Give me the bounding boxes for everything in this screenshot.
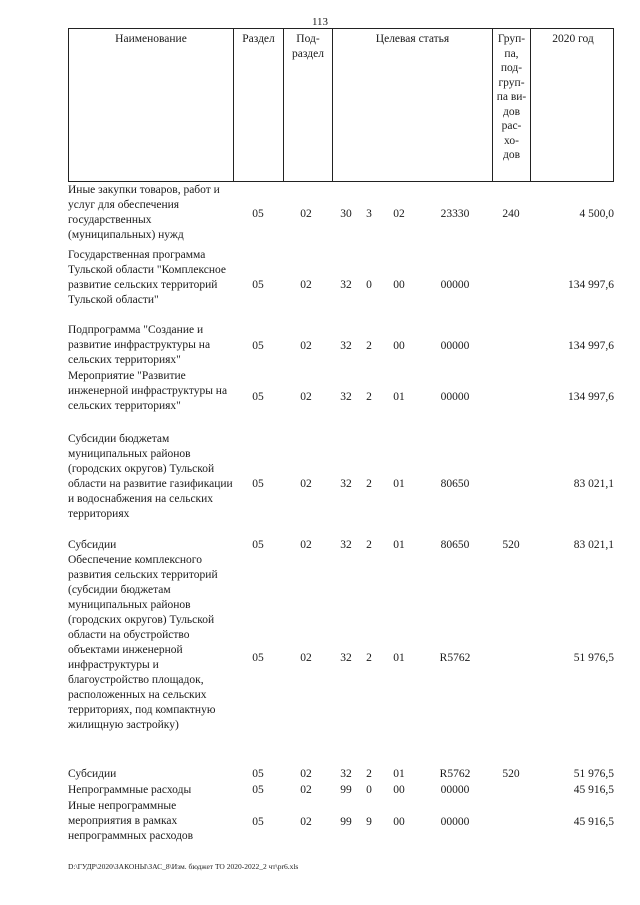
row-subprogram: 0 xyxy=(366,279,372,291)
header-name: Наименование xyxy=(69,29,234,181)
row-program: 99 xyxy=(340,784,352,796)
row-subprogram: 2 xyxy=(366,539,372,551)
row-amount: 83 021,1 xyxy=(573,539,614,551)
row-direction: 23330 xyxy=(440,208,470,220)
row-direction: 00000 xyxy=(440,784,470,796)
row-event: 00 xyxy=(393,816,405,828)
row-podrazdel: 02 xyxy=(300,816,312,828)
row-event: 01 xyxy=(393,478,405,490)
table-row xyxy=(68,432,614,524)
row-program: 32 xyxy=(340,539,352,551)
row-name: Обеспечение комплексного развития сельских территорий (субсидии бюджетам муниципальных районов (городских округов) Тульской области на обустройство объектами инженерной инфраструктуры и благоустройство площадок, расположенных на сельских территориях, под компактную жилищную застройку) xyxy=(68,554,218,731)
row-program: 30 xyxy=(340,208,352,220)
row-razdel: 05 xyxy=(252,279,264,291)
row-event: 01 xyxy=(393,768,405,780)
row-name: Непрограммные расходы xyxy=(68,784,192,796)
row-amount: 134 997,6 xyxy=(568,391,614,403)
row-amount: 45 916,5 xyxy=(573,816,614,828)
row-subprogram: 0 xyxy=(366,784,372,796)
row-razdel: 05 xyxy=(252,478,264,490)
row-program: 32 xyxy=(340,478,352,490)
row-direction: 00000 xyxy=(440,391,470,403)
row-razdel: 05 xyxy=(252,816,264,828)
header-razdel: Раздел xyxy=(234,29,284,181)
row-podrazdel: 02 xyxy=(300,279,312,291)
row-group: 520 xyxy=(502,768,520,780)
header-podrazdel: Под- раздел xyxy=(284,29,333,181)
row-event: 00 xyxy=(393,279,405,291)
row-group: 240 xyxy=(502,208,520,220)
table-row xyxy=(68,553,614,737)
table-row xyxy=(68,369,614,419)
row-razdel: 05 xyxy=(252,652,264,664)
row-program: 32 xyxy=(340,768,352,780)
row-razdel: 05 xyxy=(252,768,264,780)
row-name: Иные непрограммные мероприятия в рамках непрограммных расходов xyxy=(68,800,194,842)
page-number: 113 xyxy=(311,16,329,28)
row-subprogram: 2 xyxy=(366,478,372,490)
row-name: Субсидии xyxy=(68,539,117,551)
row-razdel: 05 xyxy=(252,340,264,352)
row-direction: 00000 xyxy=(440,816,470,828)
row-podrazdel: 02 xyxy=(300,208,312,220)
row-event: 01 xyxy=(393,539,405,551)
row-razdel: 05 xyxy=(252,391,264,403)
table-row xyxy=(68,248,614,324)
row-name: Подпрограмма "Создание и развитие инфраструктуры на сельских территориях" xyxy=(68,324,211,366)
table-row xyxy=(68,799,614,847)
row-subprogram: 2 xyxy=(366,391,372,403)
row-amount: 83 021,1 xyxy=(573,478,614,490)
row-amount: 51 976,5 xyxy=(573,768,614,780)
row-razdel: 05 xyxy=(252,208,264,220)
row-podrazdel: 02 xyxy=(300,340,312,352)
row-direction: 80650 xyxy=(440,539,470,551)
row-razdel: 05 xyxy=(252,784,264,796)
row-name: Иные закупки товаров, работ и услуг для обеспечения государственных (муниципальных) нужд xyxy=(68,184,220,241)
row-podrazdel: 02 xyxy=(300,539,312,551)
row-name: Мероприятие "Развитие инженерной инфраструктуры на сельских территориях" xyxy=(68,370,228,412)
row-subprogram: 2 xyxy=(366,340,372,352)
row-program: 32 xyxy=(340,279,352,291)
row-name: Субсидии xyxy=(68,768,117,780)
row-direction: 00000 xyxy=(440,340,470,352)
row-podrazdel: 02 xyxy=(300,768,312,780)
row-program: 32 xyxy=(340,652,352,664)
table-row xyxy=(68,783,614,799)
row-podrazdel: 02 xyxy=(300,784,312,796)
row-podrazdel: 02 xyxy=(300,391,312,403)
row-razdel: 05 xyxy=(252,539,264,551)
row-direction: 00000 xyxy=(440,279,470,291)
row-subprogram: 3 xyxy=(366,208,372,220)
header-group: Груп- па, под- груп- па ви- дов рас- хо- дов xyxy=(493,29,531,181)
table-header xyxy=(68,28,614,182)
row-program: 99 xyxy=(340,816,352,828)
row-name: Государственная программа Тульской области "Комплексное развитие сельских территорий Тульской области" xyxy=(68,249,227,306)
table-row xyxy=(68,183,614,245)
row-event: 00 xyxy=(393,784,405,796)
row-direction: 80650 xyxy=(440,478,470,490)
header-target: Целевая статья xyxy=(333,29,493,181)
row-amount: 51 976,5 xyxy=(573,652,614,664)
table-row xyxy=(68,767,614,783)
table-row xyxy=(68,323,614,369)
row-name: Субсидии бюджетам муниципальных районов (городских округов) Тульской области на развитие газификации и водоснабжения на сельских территориях xyxy=(68,433,233,520)
row-subprogram: 2 xyxy=(366,768,372,780)
row-event: 00 xyxy=(393,340,405,352)
row-event: 01 xyxy=(393,652,405,664)
row-program: 32 xyxy=(340,391,352,403)
row-direction: R5762 xyxy=(439,768,471,780)
row-podrazdel: 02 xyxy=(300,478,312,490)
row-amount: 4 500,0 xyxy=(579,208,614,220)
row-event: 01 xyxy=(393,391,405,403)
row-subprogram: 9 xyxy=(366,816,372,828)
row-subprogram: 2 xyxy=(366,652,372,664)
row-direction: R5762 xyxy=(439,652,471,664)
row-podrazdel: 02 xyxy=(300,652,312,664)
header-year: 2020 год xyxy=(552,33,594,45)
row-event: 02 xyxy=(393,208,405,220)
file-path-footer: D:\ГУДР\2020\ЗАКОНЫ\ЗАС_8\Изм. бюджет ТО 2020-2022_2 чт\pr6.xls xyxy=(68,862,299,871)
row-group: 520 xyxy=(502,539,520,551)
row-program: 32 xyxy=(340,340,352,352)
table-row xyxy=(68,538,614,554)
row-amount: 134 997,6 xyxy=(568,279,614,291)
row-amount: 134 997,6 xyxy=(568,340,614,352)
row-amount: 45 916,5 xyxy=(573,784,614,796)
